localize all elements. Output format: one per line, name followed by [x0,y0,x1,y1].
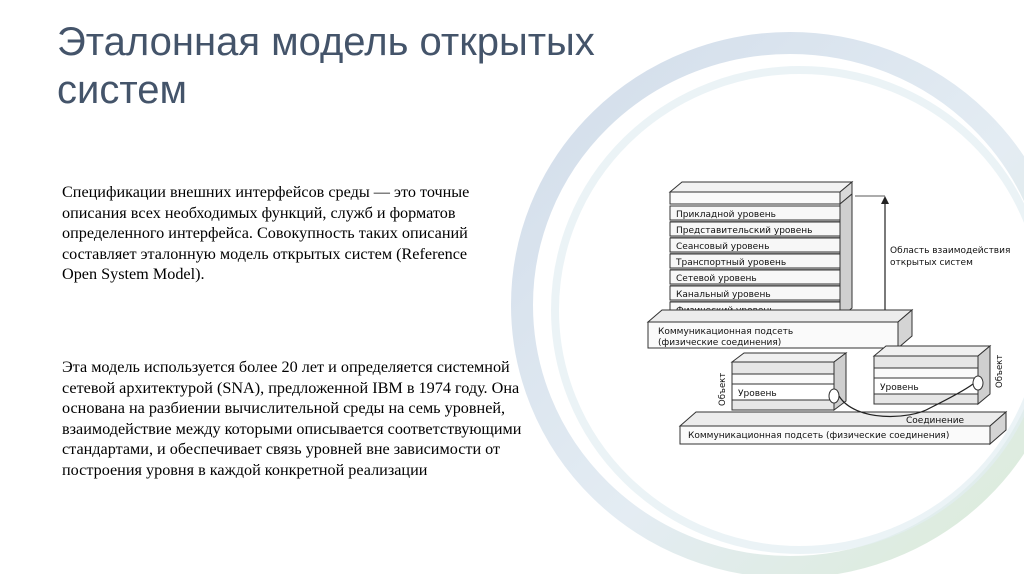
osi-layer-label: Прикладной уровень [676,210,776,220]
object-label-right: Объект [995,354,1005,388]
subnet-bottom-label: Коммуникационная подсеть (физические соединения) [688,431,950,441]
osi-layer-2 [670,222,850,238]
osi-layer-1 [670,206,850,222]
osi-layer-label: Представительский уровень [676,226,813,236]
area-label-line1: Область взаимодействия [890,246,1011,256]
paragraph-interfaces: Спецификации внешних интерфейсов среды — это точные описания всех необходимых функций, служб и форматов определенного интерфейса. Совокупность таких описаний составляет эталонную модель открытых систем (Reference Open System Model). [62,183,470,283]
osi-diagram [640,170,1020,460]
area-label-line2: открытых систем [890,258,973,268]
osi-layer-label: Сеансовый уровень [676,242,770,252]
level-label-right: Уровень [880,383,919,393]
osi-layer-label: Канальный уровень [676,290,771,300]
level-label-left: Уровень [738,389,777,399]
object-label-left: Объект [718,372,728,406]
connection-label: Соединение [906,416,965,426]
osi-layer-4 [670,254,850,270]
osi-layer-3 [670,238,850,254]
osi-layer-6 [670,286,850,302]
subnet-top-line2: (физические соединения) [658,338,782,348]
osi-layer-5 [670,270,850,286]
subnet-top-line1: Коммуникационная подсеть [658,327,794,337]
page-title: Эталонная модель открытых систем [57,20,595,112]
paragraph-sna: Эта модель используется более 20 лет и определяется системной сетевой архитектурой (SNA), предложенной IBM в 1974 году. Она основана на разбиении вычислительной среды на семь уровней, взаимодействие между которыми описывается соответствующими стандартами, и обеспечивает связь уровней вне зависимости от построения уровня в каждой конкретной реализации [62,358,522,479]
osi-layer-label: Транспортный уровень [676,258,787,268]
osi-layer-label: Сетевой уровень [676,274,757,284]
